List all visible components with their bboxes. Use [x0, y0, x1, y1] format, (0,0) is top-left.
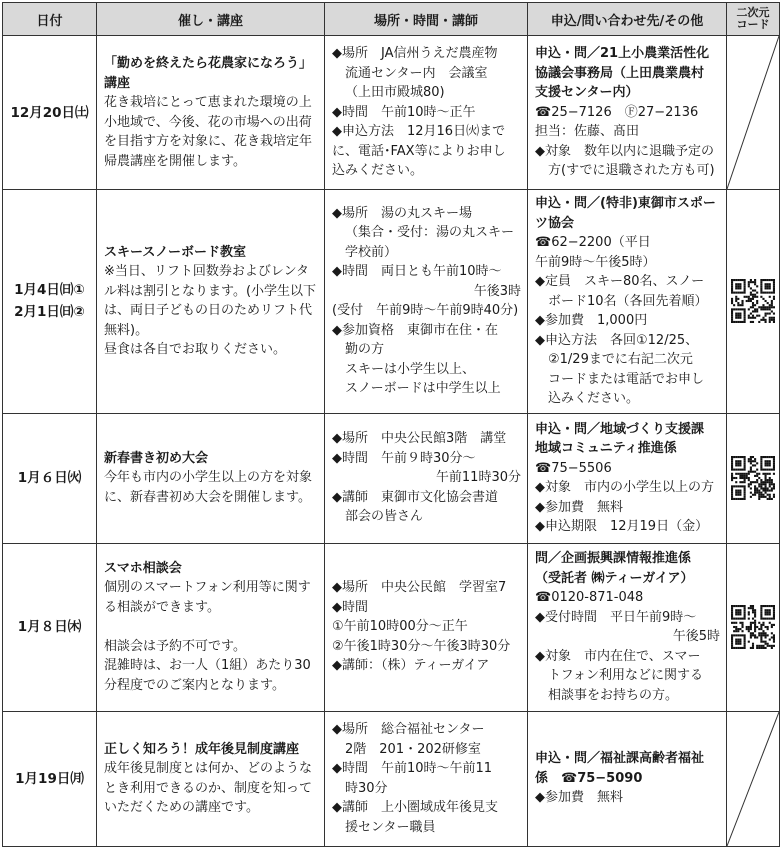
place-line: 午前11時30分 — [435, 470, 521, 486]
place-line: ◆場所 総合福祉センター — [332, 722, 485, 737]
place-line: 午後3時 — [473, 283, 521, 299]
place-line: (受付 午前9時〜午前9時40分) — [332, 303, 519, 319]
qr-code-icon[interactable] — [731, 605, 775, 649]
place-line: ◆時間 両日とも午前10時〜 — [332, 264, 502, 280]
place-time-cell — [325, 543, 528, 711]
event-date: 1月4日㈰① — [14, 282, 85, 299]
place-line: ◆講師 東御市文化協会書道 — [332, 489, 498, 505]
contact-line: ◆参加費 無料 — [535, 790, 623, 806]
place-line: ◆時間 — [332, 599, 368, 615]
event-description: 成年後見制度とは何か、どのようなとき利用できるのか、制度を知っていただくための講座です。 — [104, 761, 313, 815]
event-date-cell — [3, 711, 97, 846]
contact-organization: 協議会事務局（上田農業農村 — [535, 65, 705, 81]
table-row — [3, 543, 780, 711]
place-line: ◆場所 湯の丸スキー場 — [332, 205, 472, 221]
event-date-cell — [3, 413, 97, 543]
event-title: 正しく知ろう！成年後見制度講座 — [104, 741, 300, 757]
event-cell — [97, 190, 325, 414]
event-description: 個別のスマートフォン利用等に関する相談ができます。 相談会は予約不可です。 混雑時は、お一人（1組）あたり30分程度でのご案内となります。 — [104, 580, 311, 693]
contact-cell — [528, 543, 727, 711]
contact-line: トフォン利用などに関する — [548, 668, 703, 683]
event-date: 1月６日㈫ — [17, 470, 82, 486]
header-event: 催し・講座 — [97, 3, 325, 36]
event-date: 12月20日㈯ — [10, 104, 89, 121]
contact-organization: 申込・問／福祉課高齢者福祉 — [535, 751, 705, 767]
contact-cell — [528, 36, 727, 190]
events-table — [2, 2, 780, 847]
contact-organization: （受託者 ㈱ティーガイア） — [535, 570, 694, 586]
place-line: 流通センター内 会議室 — [345, 65, 488, 81]
place-line: 部会の皆さん — [345, 509, 424, 525]
contact-line: ☎25−7126 Ⓕ27−2136 — [535, 104, 699, 120]
contact-line: 午前9時〜午後5時） — [535, 254, 656, 270]
header-qr-line1: 二次元 — [736, 6, 770, 19]
place-line: スノーボードは中学生以上 — [345, 381, 501, 397]
contact-line: ボード10名（各回先着順） — [548, 293, 708, 309]
contact-line: ☎75−5506 — [535, 460, 612, 476]
event-cell — [97, 413, 325, 543]
place-line: ①午前10時00分〜正午 — [332, 619, 468, 635]
event-date-cell — [3, 190, 97, 414]
event-description: ※当日、リフト回数券およびレンタル料は割引となります。(小学生以下は、両日子どもの日のためリフト代無料)。 昼食は各自でお取りください。 — [104, 264, 317, 358]
event-title: 新春書き初め大会 — [104, 450, 209, 466]
place-line: 学校前） — [345, 244, 398, 260]
place-time-cell — [325, 711, 528, 846]
contact-organization: ツ協会 — [535, 215, 575, 231]
event-description: 花き栽培にとって恵まれた環境の上小地域で、今後、花の市場への出荷を目指す方を対象に、花き栽培定年帰農講座を開催します。 — [104, 95, 313, 169]
contact-line: ◆対象 数年以内に退職予定の — [535, 143, 714, 159]
place-line: ◆場所 中央公民館3階 講堂 — [332, 431, 507, 447]
contact-organization: 係 ☎75−5090 — [535, 770, 643, 786]
place-line: 2階 201・202研修室 — [345, 741, 481, 757]
contact-line: 方(すでに退職された方も可) — [548, 163, 715, 179]
event-date-cell — [3, 36, 97, 190]
contact-organization: 申込・問／地域づくり支援課 — [535, 421, 705, 437]
event-date-cell — [3, 543, 97, 711]
qr-cell[interactable] — [727, 190, 780, 414]
contact-organization: 地域コミュニティ推進係 — [535, 441, 677, 456]
place-line: スキーは小学生以上、 — [345, 361, 476, 377]
event-title: スマホ相談会 — [104, 560, 182, 576]
contact-line: コードまたは電話でお申し — [548, 371, 705, 387]
qr-cell[interactable] — [727, 413, 780, 543]
place-line: 時30分 — [345, 780, 388, 796]
header-contact: 申込/問い合わせ先/その他 — [528, 3, 727, 36]
header-place: 場所・時間・講師 — [325, 3, 528, 36]
place-line: ◆申込方法 12月16日㈫まで — [332, 124, 506, 140]
contact-organization: 申込・問／(特非)東御市スポー — [535, 196, 716, 211]
place-line: 込みください。 — [332, 163, 424, 179]
header-qr-line2: コード — [736, 18, 770, 31]
event-description: 今年も市内の小学生以上の方を対象に、新春書初め大会を開催します。 — [104, 470, 313, 505]
event-date: 1月19日㈪ — [15, 770, 84, 787]
place-time-cell — [325, 36, 528, 190]
place-line: ◆参加資格 東御市在住・在 — [332, 322, 498, 338]
contact-line: 午後5時 — [672, 629, 720, 644]
header-row — [3, 3, 780, 36]
contact-line: 込みください。 — [548, 391, 640, 406]
place-time-cell — [325, 413, 528, 543]
header-date: 日付 — [3, 3, 97, 36]
table-row — [3, 413, 780, 543]
contact-line: ☎0120-871-048 — [535, 590, 644, 605]
place-line: ◆時間 午前10時〜午前11 — [332, 761, 493, 776]
place-line: ②午後1時30分〜午後3時30分 — [332, 638, 511, 654]
place-line: ◆時間 午前９時30分〜 — [332, 450, 476, 466]
place-line: ◆場所 中央公民館 学習室7 — [332, 580, 507, 596]
event-title: 「勤めを終えたら花農家になろう」講座 — [104, 56, 313, 91]
place-line: （上田市殿城80) — [345, 85, 445, 101]
event-date: 2月1日㈰② — [14, 304, 85, 321]
contact-cell — [528, 190, 727, 414]
qr-cell — [727, 711, 780, 846]
place-line: ◆場所 JA信州うえだ農産物 — [332, 46, 498, 62]
contact-line: ◆申込期限 12月19日（金） — [535, 519, 709, 534]
contact-organization: 問／企画振興課情報推進係 — [535, 551, 692, 566]
contact-cell — [528, 413, 727, 543]
contact-line: 担当：佐藤、髙田 — [535, 124, 640, 140]
place-line: ◆講師 上小圏域成年後見支 — [332, 800, 498, 815]
event-cell — [97, 711, 325, 846]
table-row — [3, 190, 780, 414]
event-date: 1月８日㈭ — [17, 619, 82, 635]
contact-line: ◆定員 スキー80名、スノー — [535, 274, 705, 289]
place-line: 援センター職員 — [345, 819, 436, 835]
place-line: 勤の方 — [345, 342, 385, 358]
contact-cell — [528, 711, 727, 846]
contact-line: ◆対象 市内の小学生以上の方 — [535, 480, 714, 495]
qr-code-icon[interactable] — [731, 456, 775, 500]
contact-organization: 申込・問／21上小農業活性化 — [535, 46, 710, 62]
header-qr — [727, 3, 780, 36]
contact-line: 相談事をお持ちの方。 — [548, 687, 679, 703]
place-line: ◆講師：（株）ティーガイア — [332, 658, 490, 674]
contact-line: ◆申込方法 各回①12/25、 — [535, 332, 699, 348]
qr-code-icon[interactable] — [731, 279, 775, 323]
event-cell — [97, 543, 325, 711]
place-line: に、電話･FAX等によりお申し — [332, 143, 506, 159]
contact-line: ☎62−2200（平日 — [535, 235, 651, 250]
contact-line: ◆対象 市内在住で、スマー — [535, 648, 701, 664]
contact-organization: 支援センター内） — [535, 85, 639, 101]
place-time-cell — [325, 190, 528, 414]
event-title: スキースノーボード教室 — [104, 244, 246, 260]
no-qr-slash — [727, 712, 779, 846]
place-line: ◆時間 午前10時〜正午 — [332, 104, 476, 120]
contact-line: ◆受付時間 平日午前9時〜 — [535, 609, 697, 625]
contact-line: ◆参加費 1,000円 — [535, 313, 648, 328]
no-qr-slash — [727, 36, 779, 189]
event-cell — [97, 36, 325, 190]
contact-line: ②1/29までに右記二次元 — [548, 352, 693, 367]
contact-line: ◆参加費 無料 — [535, 499, 623, 515]
qr-cell — [727, 36, 780, 190]
qr-cell[interactable] — [727, 543, 780, 711]
table-row — [3, 36, 780, 190]
place-line: （集合・受付：湯の丸スキー — [345, 225, 515, 241]
table-row — [3, 711, 780, 846]
